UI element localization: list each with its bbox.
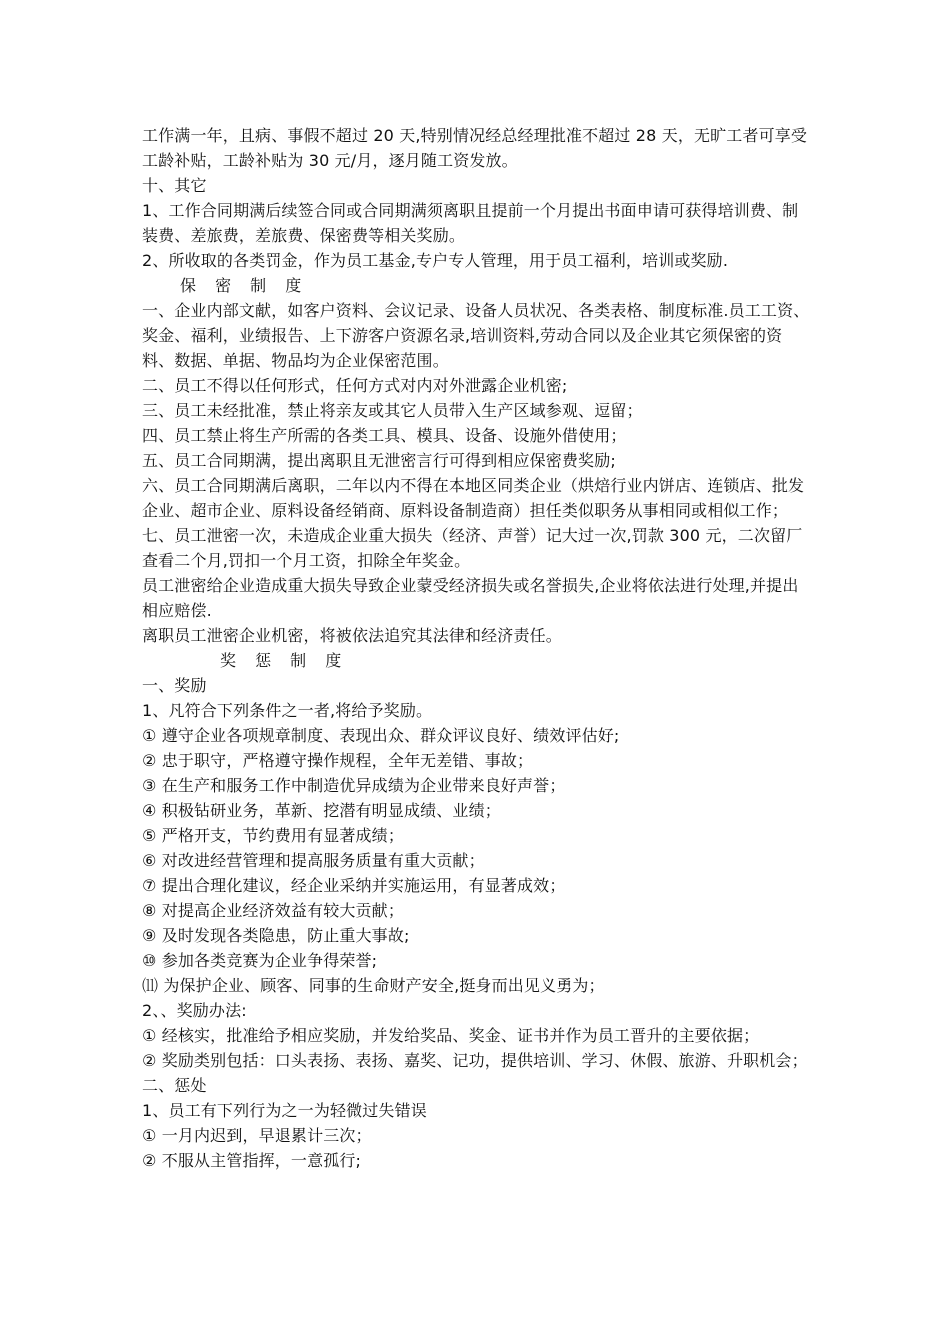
reward-method-intro: 2、、奖励办法: xyxy=(142,1001,247,1020)
reward-item: ③ 在生产和服务工作中制造优异成绩为企业带来良好声誉； xyxy=(142,776,566,795)
reward-punishment-title: 奖 惩 制 度 xyxy=(220,651,349,670)
reward-conditions-intro: 1、凡符合下列条件之一者,将给予奖励。 xyxy=(142,701,433,720)
confidentiality-item-2: 二、员工不得以任何形式，任何方式对内对外泄露企业机密; xyxy=(142,376,568,395)
reward-section-heading: 一、奖励 xyxy=(142,676,207,695)
other-item-1: 1、工作合同期满后续签合同或合同期满须离职且提前一个月提出书面申请可获得培训费、制装费、差旅费，差旅费、保密费等相关奖励。 xyxy=(142,201,799,245)
section-heading-other: 十、其它 xyxy=(142,176,207,195)
reward-item: ⑤ 严格开支，节约费用有显著成绩； xyxy=(142,826,404,845)
confidentiality-item-8: 员工泄密给企业造成重大损失导致企业蒙受经济损失或名誉损失,企业将依法进行处理,并提出相应赔偿. xyxy=(142,576,799,620)
reward-item: ④ 积极钻研业务，革新、挖潜有明显成绩、业绩； xyxy=(142,801,501,820)
confidentiality-item-7: 七、员工泄密一次，未造成企业重大损失（经济、声誉）记大过一次,罚款 300 元，二次留厂查看二个月,罚扣一个月工资，扣除全年奖金。 xyxy=(142,526,803,570)
confidentiality-item-6: 六、员工合同期满后离职，二年以内不得在本地区同类企业（烘焙行业内饼店、连锁店、批发企业、超市企业、原料设备经销商、原料设备制造商）担任类似职务从事相同或相似工作； xyxy=(142,476,805,520)
document-body xyxy=(142,123,812,1173)
reward-item: ⑩ 参加各类竞赛为企业争得荣誉; xyxy=(142,951,378,970)
confidentiality-item-9: 离职员工泄密企业机密，将被依法追究其法律和经济责任。 xyxy=(142,626,562,645)
intro-paragraph: 工作满一年，且病、事假不超过 20 天,特别情况经总经理批准不超过 28 天，无旷工者可享受工龄补贴，工龄补贴为 30 元/月，逐月随工资发放。 xyxy=(142,126,808,170)
confidentiality-item-4: 四、员工禁止将生产所需的各类工具、模具、设备、设施外借使用； xyxy=(142,426,627,445)
confidentiality-title: 保 密 制 度 xyxy=(180,276,309,295)
punishment-item: ② 不服从主管指挥，一意孤行; xyxy=(142,1151,362,1170)
reward-item: ⑥ 对改进经营管理和提高服务质量有重大贡献； xyxy=(142,851,485,870)
confidentiality-item-1: 一、企业内部文献，如客户资料、会议记录、设备人员状况、各类表格、制度标准.员工工资、奖金、福利，业绩报告、上下游客户资源名录,培训资料,劳动合同以及企业其它须保密的资料、数据、单据、物品均为企业保密范围。 xyxy=(142,301,810,370)
reward-item: ⑦ 提出合理化建议，经企业采纳并实施运用，有显著成效； xyxy=(142,876,566,895)
reward-item: ⑾ 为保护企业、顾客、同事的生命财产安全,挺身而出见义勇为； xyxy=(142,976,605,995)
punishment-section-heading: 二、惩处 xyxy=(142,1076,207,1095)
reward-item: ② 忠于职守，严格遵守操作规程，全年无差错、事故； xyxy=(142,751,534,770)
confidentiality-item-5: 五、员工合同期满，提出离职且无泄密言行可得到相应保密费奖励; xyxy=(142,451,616,470)
reward-item: ⑨ 及时发现各类隐患，防止重大事故; xyxy=(142,926,410,945)
punishment-item: ① 一月内迟到，早退累计三次； xyxy=(142,1126,372,1145)
reward-item: ① 遵守企业各项规章制度、表现出众、群众评议良好、绩效评估好; xyxy=(142,726,620,745)
reward-method-item-2: ② 奖励类别包括：口头表扬、表扬、嘉奖、记功，提供培训、学习、休假、旅游、升职机会； xyxy=(142,1051,808,1070)
other-item-2: 2、所收取的各类罚金，作为员工基金,专户专人管理，用于员工福利，培训或奖励. xyxy=(142,251,729,270)
confidentiality-item-3: 三、员工未经批准，禁止将亲友或其它人员带入生产区域参观、逗留； xyxy=(142,401,643,420)
reward-item: ⑧ 对提高企业经济效益有较大贡献； xyxy=(142,901,404,920)
punishment-minor-intro: 1、员工有下列行为之一为轻微过失错误 xyxy=(142,1101,427,1120)
reward-method-item-1: ① 经核实，批准给予相应奖励，并发给奖品、奖金、证书并作为员工晋升的主要依据； xyxy=(142,1026,760,1045)
